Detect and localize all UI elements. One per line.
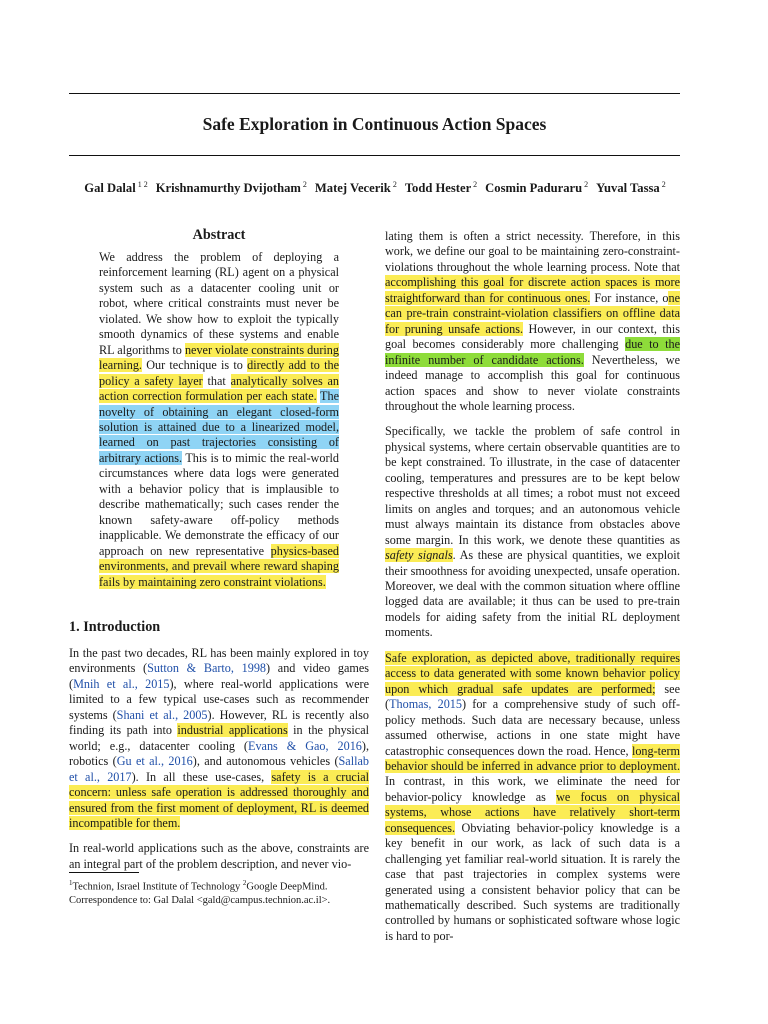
footnote — [69, 877, 369, 908]
author-affiliation-mark: 2 — [582, 180, 589, 189]
author-name-text: Todd Hester — [404, 181, 472, 196]
highlight-y: physics-based environments, and prevail where reward shaping fails by maintaining zero constraint violations. — [99, 543, 339, 589]
paper-title: Safe Exploration in Continuous Action Spaces — [202, 114, 547, 134]
right-paragraph-3 — [385, 651, 680, 945]
text-run: This is to mimic the real-world circumstances where data logs were generated with a behavior policy that is implausible to describe mathematically; such cases render the known safety-aware off-policy methods inapplicable. We demonstrate the efficacy of our approach on new representative — [99, 450, 339, 558]
text-run: ), robotics ( — [69, 738, 369, 769]
citation-link[interactable]: Shani et al., 2005 — [116, 707, 208, 722]
text-run: ). However, RL is recently also finding its path into — [69, 707, 370, 738]
affiliation-mark: 1 — [69, 879, 73, 887]
author-name-text: Matej Vecerik — [314, 181, 391, 196]
right-column — [385, 229, 680, 944]
abstract-heading: Abstract — [192, 227, 246, 243]
citation-link[interactable]: Sallab et al., 2017 — [69, 754, 369, 784]
abstract-body — [69, 250, 369, 590]
intro-paragraph-1 — [69, 646, 369, 831]
author-name — [485, 181, 588, 195]
author-name-text: Gal Dalal — [84, 181, 136, 196]
text-run: ). In all these use-cases, — [131, 769, 272, 784]
text-run: Nevertheless, we indeed manage to accomplish this goal for continuous action spaces and show to never violate constraints throughout the whole learning process. — [385, 352, 680, 413]
text-run: . As these are physical quantities, we exploit their smoothness for avoiding unexpected, unsafe operation. Moreover, we deal with the common situation where offline logged data are available; it thus can be used to pre-train models for aiding safety from the initial RL deployment moments. — [385, 548, 680, 640]
author-list — [30, 180, 720, 196]
top-rule — [69, 93, 680, 94]
text-run: We address the problem of deploying a reinforcement learning (RL) agent on a physical system such as a datacenter cooling unit or robot, where critical constraints must never be violated. We show how to exploit the typically smooth dynamics of these systems and enable RL algorithms to — [99, 250, 339, 357]
author-name — [84, 181, 147, 195]
citation-link[interactable]: Mnih et al., 2015 — [73, 676, 170, 691]
text-run: In real-world applications such as the above, constraints are an integral part of the problem description, and never vio- — [69, 841, 369, 871]
right-paragraph-2 — [385, 424, 680, 640]
text-run: Our technique is to — [141, 358, 248, 373]
text-run: Specifically, we tackle the problem of safe control in physical systems, where certain observable quantities are to be kept constrained. To illustrate, in the case of datacenter cooling, temperatures and pressures are to be kept below respective thresholds at all times; a robot must not exceed limits on angles and torques; and an autonomous vehicle must always maintain its distance from obstacles above some margin. In this work, we denote these quantities as — [385, 424, 680, 547]
highlight-y: we focus on physical systems, whose actions have relatively short-term consequences. — [385, 789, 680, 835]
highlight-y: safety is a crucial concern: unless safe operation is addressed thoroughly and ensured from the first moment of deployment, RL is deemed incompatible for them. — [69, 769, 370, 830]
text-run: ), and autonomous vehicles ( — [192, 754, 339, 769]
author-name — [596, 181, 666, 195]
text-run: ) for a comprehensive study of such off-policy methods. Such data are necessary because, unless assumed otherwise, actions in one state might have catastrophic consequences down the road. Hence, — [385, 697, 681, 758]
highlight-y: ne can pre-train constraint-violation classifiers on offline data for pruning unsafe actions. — [385, 290, 680, 336]
author-name — [156, 181, 307, 195]
citation-link[interactable]: Sutton & Barto, 1998 — [147, 661, 267, 676]
author-affiliation-mark: 1 2 — [135, 180, 148, 189]
text-run: In contrast, in this work, we eliminate the need for behavior-policy knowledge as — [385, 774, 680, 804]
text-run: Technion, Israel Institute of Technology — [72, 881, 243, 893]
text-run: However, in our context, this goal becomes considerably more challenging — [385, 321, 680, 352]
author-name-text: Cosmin Paduraru — [485, 181, 583, 196]
highlight-y: Safe exploration, as depicted above, traditionally requires access to data generated with some known behavior policy upon which gradual safe updates are performed; — [385, 650, 680, 696]
author-name — [315, 181, 397, 195]
highlight-y: accomplishing this goal for discrete action spaces is more straightforward than for continuous ones. — [385, 275, 680, 305]
author-affiliation-mark: 2 — [659, 180, 666, 189]
title-bottom-rule — [69, 155, 680, 156]
text-run: ) and video games ( — [69, 661, 370, 691]
right-paragraph-1 — [385, 229, 680, 414]
text-run: ), where real-world applications were limited to a few typical use-cases such as recommender systems ( — [69, 676, 369, 722]
left-column — [69, 227, 370, 872]
author-name — [405, 181, 477, 195]
text-run: that — [202, 373, 231, 388]
highlight-y: safety signals — [385, 548, 453, 563]
author-affiliation-mark: 2 — [390, 180, 397, 189]
author-affiliation-mark: 2 — [471, 180, 478, 189]
footnote-rule — [69, 872, 139, 873]
text-run: see ( — [385, 681, 680, 712]
highlight-y: directly add to the policy a safety layer — [99, 358, 339, 388]
affiliation-mark: 2 — [242, 879, 247, 887]
author-affiliation-mark: 2 — [300, 180, 307, 189]
highlight-g: due to the infinite number of candidate actions. — [385, 337, 680, 367]
highlight-y: never violate constraints during learning. — [99, 342, 339, 373]
highlight-y: analytically solves an action correction formulation per each state. — [99, 373, 339, 404]
text-run: lating them is often a strict necessity. Therefore, in this work, we define our goal to be maintaining zero-constraint-violations throughout the whole learning process. Note that — [385, 229, 680, 274]
intro-paragraph-2 — [69, 841, 369, 872]
text-run: in the physical world; e.g., datacenter cooling ( — [69, 723, 369, 753]
highlight-y: long-term behavior should be inferred in advance prior to deployment. — [385, 743, 680, 773]
citation-link[interactable]: Gu et al., 2016 — [116, 754, 193, 769]
highlight-b: The novelty of obtaining an elegant closed-form solution is attained due to a linearized model, learned on past trajectories consisting of arbitrary actions. — [99, 389, 339, 465]
text-run: For instance, o — [590, 290, 669, 305]
section-heading-introduction: 1. Introduction — [69, 618, 161, 635]
citation-link[interactable]: Evans & Gao, 2016 — [248, 738, 362, 753]
text-run: Google DeepMind. Correspondence to: Gal Dalal <gald@campus.technion.ac.il>. — [69, 881, 331, 906]
highlight-y: industrial applications — [177, 723, 288, 738]
text-run: Obviating behavior-policy knowledge is a key benefit in our work, as lack of such data is a challenging yet familiar real-world situation. It is rarely the case that past trajectories in complex systems were generated using a consistent behavior policy that can be mathematically described. Such systems are traditionally controlled by humans or sophisticated software whose logic is hard to por- — [385, 820, 680, 943]
author-name-text: Yuval Tassa — [596, 181, 660, 196]
text-run: In the past two decades, RL has been mainly explored in toy environments ( — [69, 645, 369, 676]
author-name-text: Krishnamurthy Dvijotham — [155, 181, 301, 196]
citation-link[interactable]: Thomas, 2015 — [389, 697, 462, 712]
